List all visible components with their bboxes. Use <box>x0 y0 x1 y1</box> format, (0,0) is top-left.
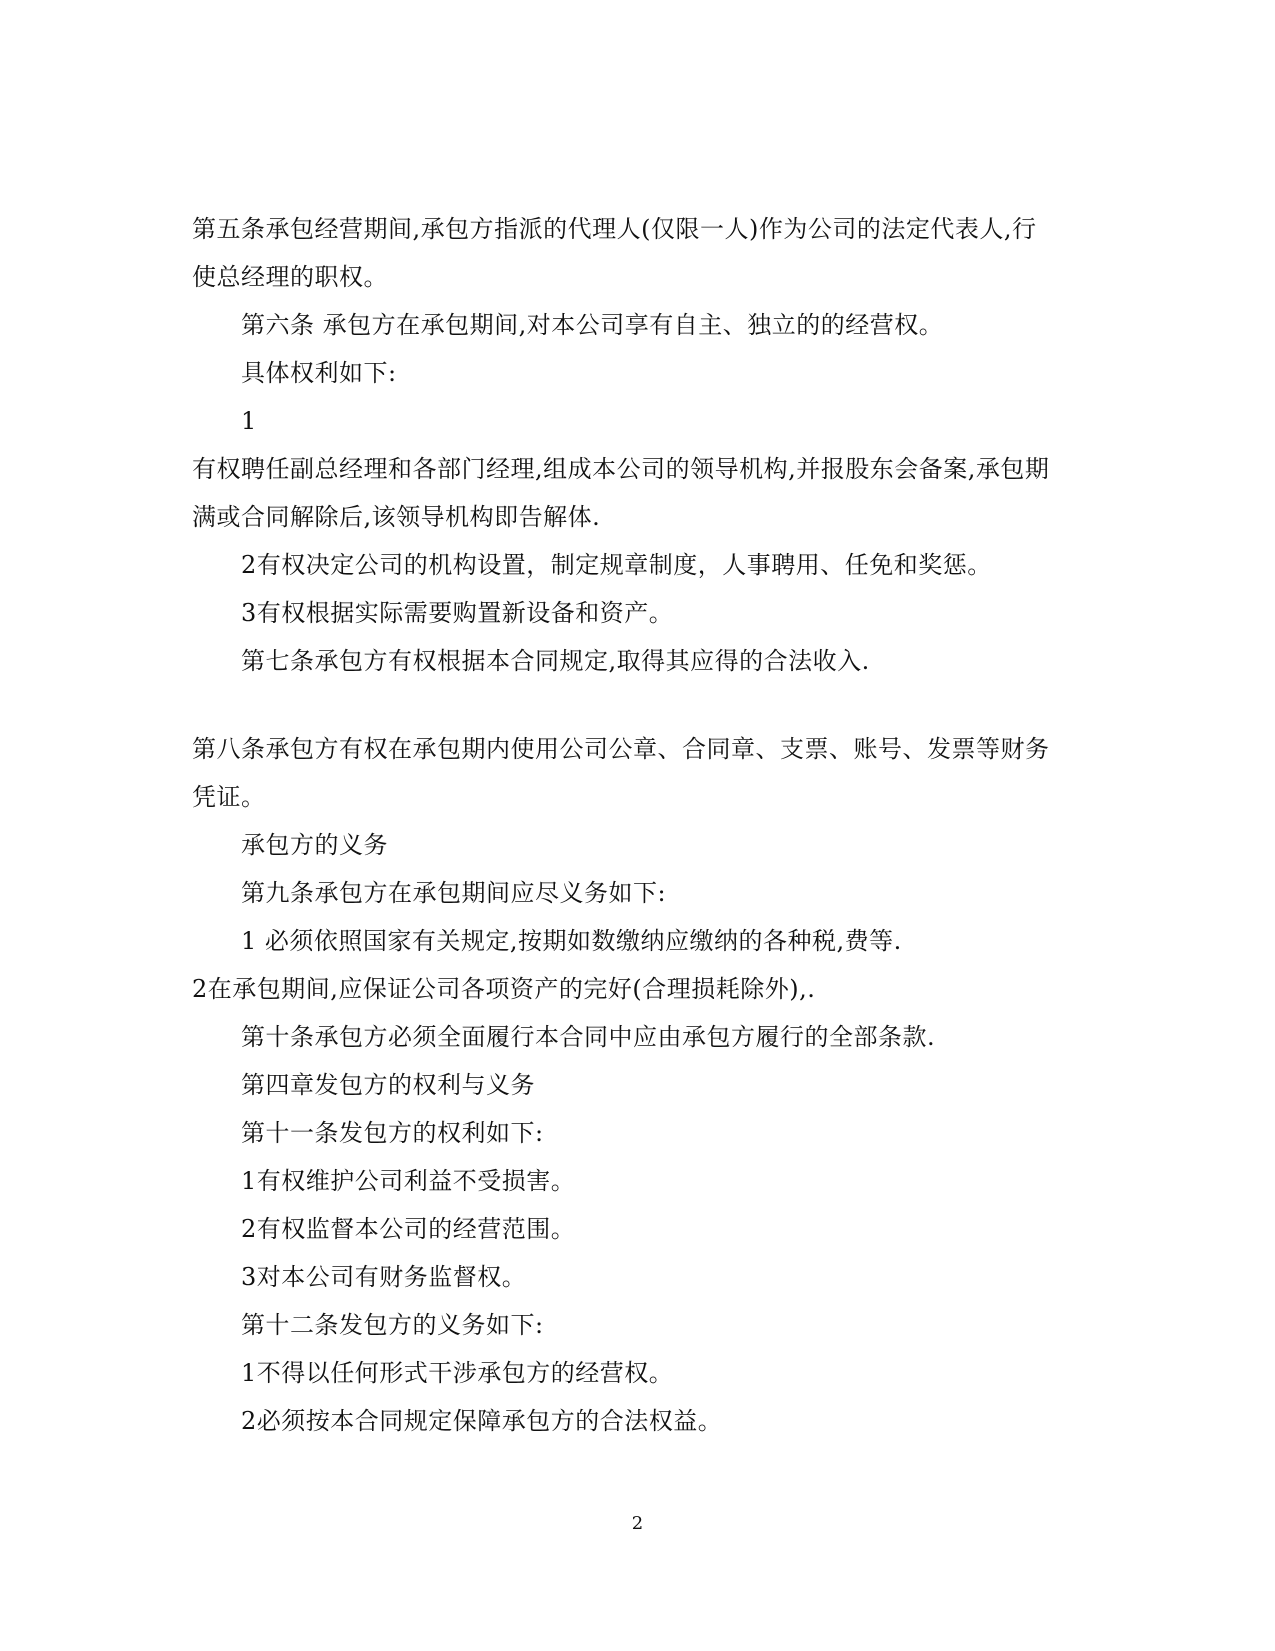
text-line: 3有权根据实际需要购置新设备和资产。 <box>241 599 674 627</box>
text-line: 有权聘任副总经理和各部门经理,组成本公司的领导机构,并报股东会备案,承包期 <box>192 455 1050 483</box>
text-line: 第六条 承包方在承包期间,对本公司享有自主、独立的的经营权。 <box>241 311 944 339</box>
text-line: 第十一条发包方的权利如下: <box>241 1119 544 1147</box>
text-line: 具体权利如下: <box>241 359 397 387</box>
text-line: 2有权决定公司的机构设置，制定规章制度，人事聘用、任免和奖惩。 <box>241 551 992 579</box>
text-line: 1不得以任何形式干涉承包方的经营权。 <box>241 1359 674 1387</box>
text-line: 3对本公司有财务监督权。 <box>241 1263 527 1291</box>
text-line: 满或合同解除后,该领导机构即告解体. <box>192 503 601 531</box>
text-line: 使总经理的职权。 <box>192 263 388 291</box>
text-line: 凭证。 <box>192 783 266 811</box>
text-line: 第七条承包方有权根据本合同规定,取得其应得的合法收入. <box>241 647 870 675</box>
text-line: 第十二条发包方的义务如下: <box>241 1311 544 1339</box>
text-line: 第十条承包方必须全面履行本合同中应由承包方履行的全部条款. <box>241 1023 936 1051</box>
text-line: 第五条承包经营期间,承包方指派的代理人(仅限一人)作为公司的法定代表人,行 <box>192 215 1037 243</box>
page-number: 2 <box>631 1513 644 1534</box>
text-line: 第八条承包方有权在承包期内使用公司公章、合同章、支票、账号、发票等财务 <box>192 735 1050 763</box>
text-line: 1 <box>241 407 257 435</box>
text-line: 2在承包期间,应保证公司各项资产的完好(合理损耗除外),. <box>192 975 816 1003</box>
text-line: 2有权监督本公司的经营范围。 <box>241 1215 576 1243</box>
text-line: 1 必须依照国家有关规定,按期如数缴纳应缴纳的各种税,费等. <box>241 927 902 955</box>
text-line: 1有权维护公司利益不受损害。 <box>241 1167 576 1195</box>
text-line: 第四章发包方的权利与义务 <box>241 1071 535 1099</box>
text-line: 2必须按本合同规定保障承包方的合法权益。 <box>241 1407 723 1435</box>
text-line: 第九条承包方在承包期间应尽义务如下: <box>241 879 667 907</box>
text-line: 承包方的义务 <box>241 831 388 859</box>
